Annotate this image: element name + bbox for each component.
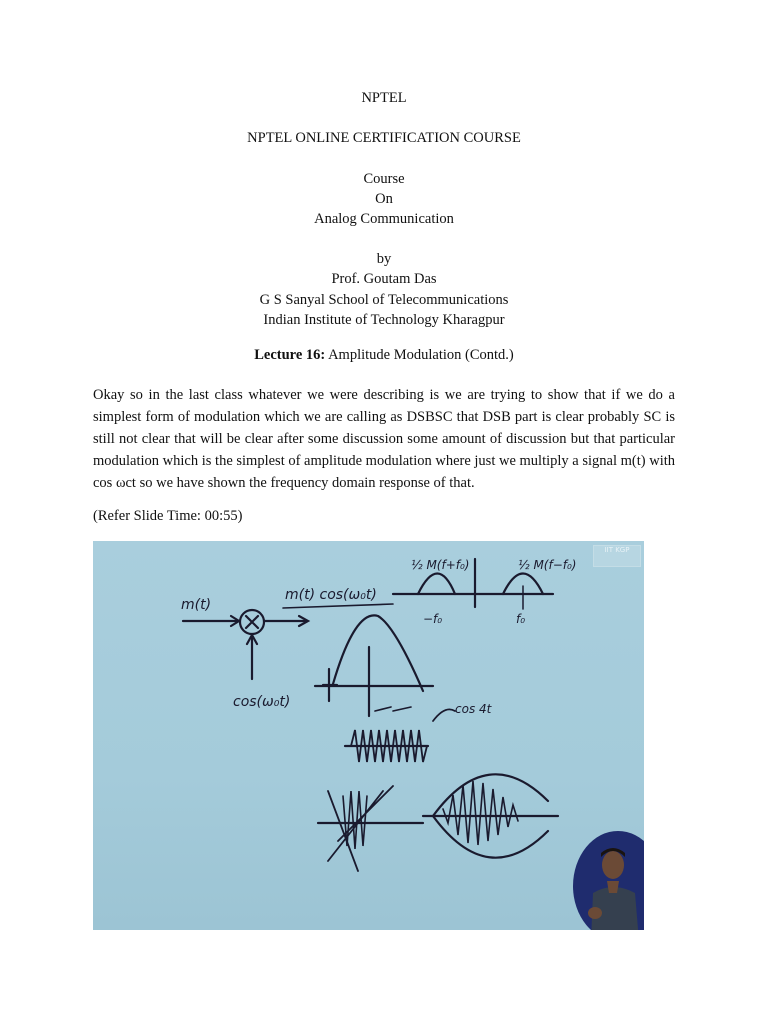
- lecture-label: Lecture 16:: [254, 347, 326, 363]
- institute-name: Indian Institute of Technology Kharagpur: [263, 312, 505, 328]
- course-title: Analog Communication: [314, 211, 454, 227]
- sketch-output-label: m(t) cos(ω₀t): [285, 587, 377, 603]
- presenter-inset: [573, 831, 644, 930]
- header-org: NPTEL: [361, 90, 407, 106]
- by-word: by: [376, 251, 392, 267]
- sketch-spectrum-left: ½ M(f+f₀): [411, 558, 470, 572]
- transcript-paragraph: Okay so in the last class whatever we were describing is we are trying to show that if we do a simplest form of modulation which we are calling as DSBSC that DSB part is clear probably SC is still not clear that will be clear after some discussion some amount of discussion but that particular modulation which is the simplest of amplitude modulation where just we multiply a signal m(t) with cos ωct so we have shown the frequency domain response of that.: [93, 387, 675, 491]
- sketch-freq-neg: −f₀: [423, 612, 443, 626]
- slide-sketch: [93, 541, 644, 930]
- sketch-spectrum-right: ½ M(f−f₀): [518, 558, 577, 572]
- sketch-input-label: m(t): [181, 597, 212, 613]
- message-envelope: [333, 615, 423, 691]
- school-name: G S Sanyal School of Telecommunications: [259, 292, 509, 308]
- lecture-heading: [0, 345, 768, 365]
- spectrum-left-lobe: [418, 574, 455, 595]
- instructor-name: Prof. Goutam Das: [331, 271, 437, 287]
- lecture-title: Amplitude Modulation (Contd.): [328, 347, 514, 363]
- sketch-freq-pos: f₀: [516, 612, 526, 626]
- header-program: NPTEL ONLINE CERTIFICATION COURSE: [247, 130, 521, 146]
- sketch-cos-note: cos 4t: [455, 702, 492, 716]
- iit-kgp-logo: IIT KGP: [593, 545, 641, 567]
- sketch-carrier-label: cos(ω₀t): [233, 694, 291, 710]
- on-word: On: [375, 191, 393, 207]
- dsbsc-wave: [443, 781, 518, 845]
- course-word: Course: [363, 171, 405, 187]
- refer-slide-time: (Refer Slide Time: 00:55): [93, 508, 243, 524]
- lecture-slide-image: [93, 541, 644, 930]
